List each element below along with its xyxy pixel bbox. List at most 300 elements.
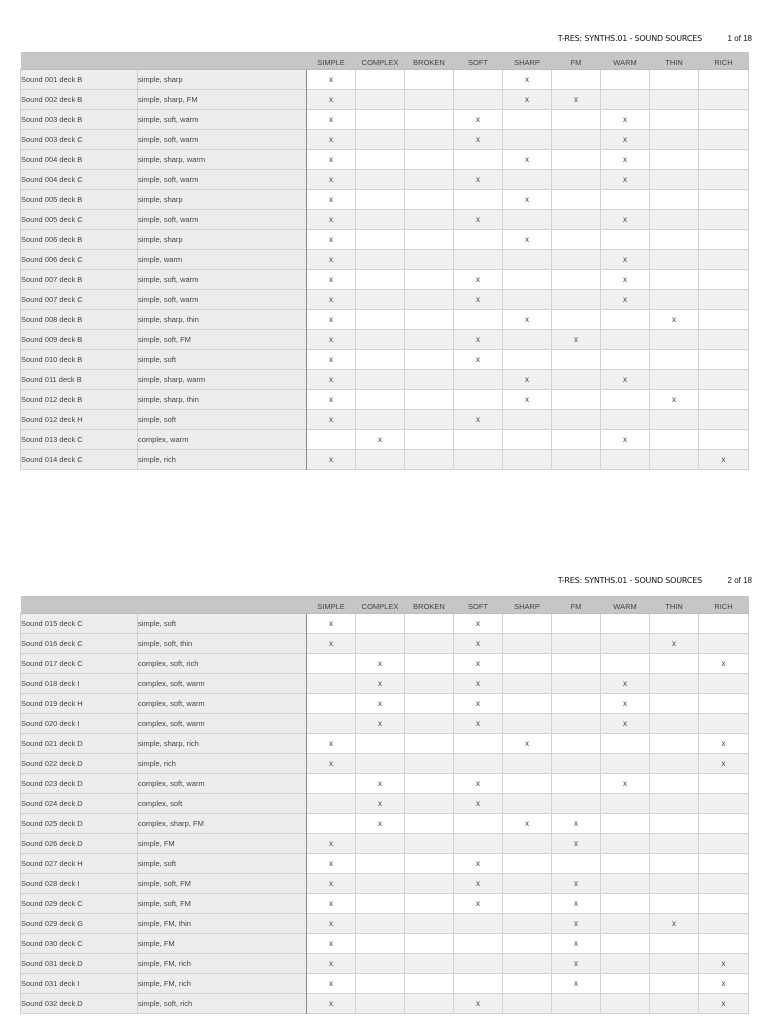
mark-cell-soft <box>454 389 503 409</box>
mark-cell-thin <box>650 409 699 429</box>
mark-cell-soft <box>454 69 503 89</box>
mark-cell-fm <box>552 389 601 409</box>
sound-description: simple, soft, rich <box>138 993 307 1013</box>
mark-cell-simple: x <box>307 249 356 269</box>
mark-cell-broken <box>405 933 454 953</box>
sound-name: Sound 014 deck C <box>21 449 138 469</box>
mark-cell-soft <box>454 309 503 329</box>
sound-description: complex, soft, rich <box>138 653 307 673</box>
mark-cell-sharp <box>503 409 552 429</box>
mark-cell-simple: x <box>307 69 356 89</box>
mark-cell-rich <box>699 189 749 209</box>
sound-description: simple, sharp <box>138 189 307 209</box>
mark-cell-warm: x <box>601 673 650 693</box>
page-number: 2 of 18 <box>727 575 752 585</box>
mark-cell-fm <box>552 289 601 309</box>
mark-cell-sharp <box>503 613 552 633</box>
mark-cell-broken <box>405 149 454 169</box>
mark-cell-fm <box>552 249 601 269</box>
mark-cell-fm <box>552 69 601 89</box>
sound-name: Sound 017 deck C <box>21 653 138 673</box>
mark-cell-broken <box>405 349 454 369</box>
sound-name: Sound 028 deck I <box>21 873 138 893</box>
mark-cell-soft: x <box>454 209 503 229</box>
mark-cell-simple: x <box>307 309 356 329</box>
mark-cell-fm <box>552 793 601 813</box>
mark-cell-broken <box>405 633 454 653</box>
mark-cell-rich <box>699 369 749 389</box>
mark-cell-fm <box>552 189 601 209</box>
mark-cell-sharp <box>503 993 552 1013</box>
sound-description: complex, soft, warm <box>138 693 307 713</box>
mark-cell-complex <box>356 249 405 269</box>
mark-cell-simple: x <box>307 289 356 309</box>
mark-cell-warm: x <box>601 429 650 449</box>
mark-cell-broken <box>405 973 454 993</box>
mark-cell-simple: x <box>307 833 356 853</box>
mark-cell-fm: x <box>552 973 601 993</box>
sound-description: simple, sharp <box>138 69 307 89</box>
mark-cell-thin <box>650 169 699 189</box>
mark-cell-sharp: x <box>503 69 552 89</box>
sound-name: Sound 001 deck B <box>21 69 138 89</box>
mark-cell-complex <box>356 753 405 773</box>
mark-cell-sharp: x <box>503 149 552 169</box>
mark-cell-rich <box>699 389 749 409</box>
table-row <box>21 149 749 169</box>
mark-cell-fm <box>552 109 601 129</box>
table-row <box>21 189 749 209</box>
page-header <box>332 573 752 587</box>
mark-cell-warm <box>601 793 650 813</box>
mark-cell-sharp: x <box>503 813 552 833</box>
mark-cell-soft: x <box>454 169 503 189</box>
mark-cell-soft: x <box>454 993 503 1013</box>
sound-description: simple, warm <box>138 249 307 269</box>
mark-cell-complex: x <box>356 429 405 449</box>
mark-cell-broken <box>405 673 454 693</box>
sound-description: simple, soft <box>138 349 307 369</box>
mark-cell-broken <box>405 289 454 309</box>
mark-cell-rich <box>699 793 749 813</box>
mark-cell-soft <box>454 249 503 269</box>
mark-cell-soft: x <box>454 713 503 733</box>
mark-cell-soft: x <box>454 109 503 129</box>
mark-cell-complex <box>356 913 405 933</box>
mark-cell-complex <box>356 833 405 853</box>
column-header-rich: RICH <box>699 52 749 69</box>
column-header-warm: WARM <box>601 596 650 613</box>
sound-description: simple, rich <box>138 753 307 773</box>
mark-cell-warm <box>601 853 650 873</box>
column-header-sharp: SHARP <box>503 596 552 613</box>
sound-name: Sound 011 deck B <box>21 369 138 389</box>
mark-cell-warm: x <box>601 249 650 269</box>
mark-cell-soft <box>454 429 503 449</box>
mark-cell-soft: x <box>454 853 503 873</box>
column-header-fm: FM <box>552 596 601 613</box>
table-row <box>21 833 749 853</box>
table-row <box>21 633 749 653</box>
mark-cell-fm <box>552 209 601 229</box>
mark-cell-thin <box>650 993 699 1013</box>
column-header-simple: SIMPLE <box>307 52 356 69</box>
mark-cell-rich <box>699 613 749 633</box>
mark-cell-rich <box>699 933 749 953</box>
header-blank-name <box>21 596 138 613</box>
mark-cell-thin <box>650 129 699 149</box>
mark-cell-warm <box>601 913 650 933</box>
table-row <box>21 309 749 329</box>
sound-name: Sound 003 deck B <box>21 109 138 129</box>
mark-cell-broken <box>405 449 454 469</box>
mark-cell-rich <box>699 873 749 893</box>
mark-cell-thin <box>650 209 699 229</box>
column-header-simple: SIMPLE <box>307 596 356 613</box>
sound-name: Sound 012 deck H <box>21 409 138 429</box>
mark-cell-rich <box>699 853 749 873</box>
mark-cell-warm <box>601 349 650 369</box>
column-header-sharp: SHARP <box>503 52 552 69</box>
mark-cell-thin <box>650 873 699 893</box>
sound-description: simple, sharp, warm <box>138 369 307 389</box>
mark-cell-thin <box>650 349 699 369</box>
column-header-warm: WARM <box>601 52 650 69</box>
mark-cell-rich <box>699 429 749 449</box>
mark-cell-thin <box>650 733 699 753</box>
mark-cell-broken <box>405 753 454 773</box>
mark-cell-rich <box>699 109 749 129</box>
mark-cell-warm: x <box>601 713 650 733</box>
mark-cell-fm: x <box>552 89 601 109</box>
mark-cell-complex <box>356 309 405 329</box>
mark-cell-broken <box>405 429 454 449</box>
mark-cell-complex <box>356 69 405 89</box>
mark-cell-complex: x <box>356 813 405 833</box>
mark-cell-sharp <box>503 429 552 449</box>
mark-cell-soft: x <box>454 893 503 913</box>
mark-cell-fm <box>552 229 601 249</box>
sound-description: simple, FM <box>138 833 307 853</box>
mark-cell-rich <box>699 349 749 369</box>
header-blank-desc <box>138 596 307 613</box>
mark-cell-simple <box>307 693 356 713</box>
mark-cell-broken <box>405 69 454 89</box>
sound-description: simple, sharp, rich <box>138 733 307 753</box>
table-row <box>21 853 749 873</box>
sound-description: simple, FM, thin <box>138 913 307 933</box>
mark-cell-thin: x <box>650 389 699 409</box>
mark-cell-broken <box>405 913 454 933</box>
table-row <box>21 69 749 89</box>
mark-cell-warm <box>601 893 650 913</box>
mark-cell-warm: x <box>601 289 650 309</box>
mark-cell-rich: x <box>699 973 749 993</box>
sound-name: Sound 021 deck D <box>21 733 138 753</box>
mark-cell-warm: x <box>601 369 650 389</box>
mark-cell-broken <box>405 853 454 873</box>
mark-cell-simple: x <box>307 449 356 469</box>
mark-cell-soft: x <box>454 773 503 793</box>
mark-cell-fm <box>552 449 601 469</box>
mark-cell-warm <box>601 753 650 773</box>
mark-cell-sharp <box>503 653 552 673</box>
mark-cell-warm <box>601 69 650 89</box>
mark-cell-simple: x <box>307 229 356 249</box>
mark-cell-warm: x <box>601 209 650 229</box>
table-row <box>21 713 749 733</box>
mark-cell-complex <box>356 389 405 409</box>
mark-cell-rich <box>699 129 749 149</box>
mark-cell-rich <box>699 693 749 713</box>
mark-cell-complex <box>356 169 405 189</box>
table-row <box>21 449 749 469</box>
mark-cell-complex <box>356 873 405 893</box>
mark-cell-soft: x <box>454 349 503 369</box>
mark-cell-thin <box>650 673 699 693</box>
table-row <box>21 773 749 793</box>
mark-cell-complex <box>356 973 405 993</box>
sound-name: Sound 029 deck G <box>21 913 138 933</box>
mark-cell-complex <box>356 933 405 953</box>
mark-cell-broken <box>405 409 454 429</box>
mark-cell-rich <box>699 813 749 833</box>
mark-cell-simple: x <box>307 933 356 953</box>
mark-cell-fm: x <box>552 953 601 973</box>
mark-cell-soft <box>454 89 503 109</box>
mark-cell-broken <box>405 733 454 753</box>
mark-cell-soft <box>454 753 503 773</box>
mark-cell-broken <box>405 89 454 109</box>
mark-cell-rich <box>699 773 749 793</box>
mark-cell-rich <box>699 149 749 169</box>
mark-cell-fm: x <box>552 813 601 833</box>
mark-cell-simple: x <box>307 369 356 389</box>
mark-cell-soft <box>454 913 503 933</box>
column-header-complex: COMPLEX <box>356 52 405 69</box>
header-blank-desc <box>138 52 307 69</box>
table-row <box>21 733 749 753</box>
mark-cell-simple: x <box>307 149 356 169</box>
mark-cell-thin <box>650 89 699 109</box>
mark-cell-soft <box>454 449 503 469</box>
sound-description: simple, sharp, thin <box>138 389 307 409</box>
sound-name: Sound 031 deck I <box>21 973 138 993</box>
mark-cell-sharp <box>503 633 552 653</box>
mark-cell-complex <box>356 129 405 149</box>
mark-cell-sharp <box>503 693 552 713</box>
sound-description: complex, soft, warm <box>138 713 307 733</box>
sound-sources-table <box>20 596 749 1014</box>
mark-cell-soft: x <box>454 693 503 713</box>
sound-name: Sound 004 deck B <box>21 149 138 169</box>
table-row <box>21 913 749 933</box>
mark-cell-broken <box>405 893 454 913</box>
mark-cell-complex: x <box>356 693 405 713</box>
mark-cell-thin: x <box>650 309 699 329</box>
column-header-thin: THIN <box>650 596 699 613</box>
mark-cell-fm <box>552 613 601 633</box>
mark-cell-soft: x <box>454 653 503 673</box>
mark-cell-warm <box>601 633 650 653</box>
mark-cell-warm: x <box>601 269 650 289</box>
sound-description: simple, rich <box>138 449 307 469</box>
mark-cell-thin <box>650 329 699 349</box>
mark-cell-fm <box>552 169 601 189</box>
mark-cell-warm <box>601 813 650 833</box>
mark-cell-thin <box>650 773 699 793</box>
mark-cell-rich <box>699 69 749 89</box>
sound-description: simple, soft, warm <box>138 169 307 189</box>
table-row <box>21 169 749 189</box>
mark-cell-soft: x <box>454 289 503 309</box>
sound-description: simple, soft, warm <box>138 269 307 289</box>
mark-cell-broken <box>405 229 454 249</box>
mark-cell-rich <box>699 409 749 429</box>
mark-cell-complex <box>356 329 405 349</box>
sound-name: Sound 022 deck D <box>21 753 138 773</box>
sound-description: complex, soft, warm <box>138 673 307 693</box>
mark-cell-simple <box>307 793 356 813</box>
sound-name: Sound 030 deck C <box>21 933 138 953</box>
mark-cell-broken <box>405 773 454 793</box>
mark-cell-thin <box>650 109 699 129</box>
mark-cell-complex <box>356 449 405 469</box>
mark-cell-warm: x <box>601 149 650 169</box>
sound-name: Sound 016 deck C <box>21 633 138 653</box>
mark-cell-complex <box>356 853 405 873</box>
mark-cell-sharp <box>503 913 552 933</box>
mark-cell-complex <box>356 229 405 249</box>
table-row <box>21 249 749 269</box>
table-row <box>21 289 749 309</box>
mark-cell-complex <box>356 149 405 169</box>
sound-description: simple, FM <box>138 933 307 953</box>
mark-cell-warm: x <box>601 693 650 713</box>
mark-cell-rich <box>699 89 749 109</box>
mark-cell-thin <box>650 713 699 733</box>
mark-cell-simple: x <box>307 109 356 129</box>
mark-cell-simple: x <box>307 129 356 149</box>
mark-cell-broken <box>405 209 454 229</box>
sound-description: simple, soft, warm <box>138 289 307 309</box>
mark-cell-complex <box>356 993 405 1013</box>
sound-description: simple, soft, FM <box>138 329 307 349</box>
mark-cell-thin <box>650 229 699 249</box>
mark-cell-thin <box>650 369 699 389</box>
mark-cell-complex: x <box>356 673 405 693</box>
mark-cell-fm: x <box>552 873 601 893</box>
mark-cell-rich: x <box>699 733 749 753</box>
mark-cell-fm <box>552 149 601 169</box>
mark-cell-soft <box>454 369 503 389</box>
sound-description: simple, FM, rich <box>138 953 307 973</box>
mark-cell-rich <box>699 209 749 229</box>
mark-cell-warm <box>601 89 650 109</box>
mark-cell-rich <box>699 329 749 349</box>
mark-cell-warm <box>601 873 650 893</box>
sound-name: Sound 024 deck D <box>21 793 138 813</box>
document-title: T-RES: SYNTHS.01 - SOUND SOURCES <box>557 575 702 585</box>
mark-cell-complex <box>356 613 405 633</box>
mark-cell-warm: x <box>601 773 650 793</box>
table-row <box>21 109 749 129</box>
mark-cell-sharp: x <box>503 733 552 753</box>
mark-cell-complex <box>356 633 405 653</box>
sound-description: complex, soft, warm <box>138 773 307 793</box>
mark-cell-sharp: x <box>503 369 552 389</box>
mark-cell-fm <box>552 853 601 873</box>
mark-cell-fm <box>552 653 601 673</box>
mark-cell-complex <box>356 89 405 109</box>
mark-cell-complex <box>356 109 405 129</box>
table-row <box>21 793 749 813</box>
sound-description: simple, sharp, FM <box>138 89 307 109</box>
mark-cell-simple: x <box>307 389 356 409</box>
mark-cell-simple: x <box>307 993 356 1013</box>
mark-cell-soft <box>454 973 503 993</box>
mark-cell-rich: x <box>699 953 749 973</box>
sound-description: simple, soft, FM <box>138 873 307 893</box>
mark-cell-simple: x <box>307 893 356 913</box>
mark-cell-soft <box>454 953 503 973</box>
column-header-fm: FM <box>552 52 601 69</box>
sound-name: Sound 007 deck C <box>21 289 138 309</box>
mark-cell-simple: x <box>307 349 356 369</box>
mark-cell-thin <box>650 813 699 833</box>
sound-name: Sound 008 deck B <box>21 309 138 329</box>
mark-cell-sharp <box>503 833 552 853</box>
mark-cell-sharp <box>503 129 552 149</box>
mark-cell-complex: x <box>356 653 405 673</box>
mark-cell-broken <box>405 813 454 833</box>
page-number: 1 of 18 <box>727 33 752 43</box>
mark-cell-thin <box>650 693 699 713</box>
sound-name: Sound 012 deck B <box>21 389 138 409</box>
mark-cell-fm <box>552 309 601 329</box>
mark-cell-fm <box>552 349 601 369</box>
mark-cell-sharp <box>503 209 552 229</box>
sound-description: simple, soft, warm <box>138 109 307 129</box>
sound-name: Sound 013 deck C <box>21 429 138 449</box>
sound-name: Sound 006 deck B <box>21 229 138 249</box>
mark-cell-sharp <box>503 269 552 289</box>
sound-description: simple, sharp, warm <box>138 149 307 169</box>
column-header-soft: SOFT <box>454 52 503 69</box>
mark-cell-thin <box>650 853 699 873</box>
mark-cell-broken <box>405 713 454 733</box>
mark-cell-simple: x <box>307 209 356 229</box>
mark-cell-broken <box>405 369 454 389</box>
mark-cell-rich: x <box>699 753 749 773</box>
sound-description: simple, soft, warm <box>138 129 307 149</box>
mark-cell-soft: x <box>454 793 503 813</box>
mark-cell-warm: x <box>601 129 650 149</box>
mark-cell-simple: x <box>307 169 356 189</box>
mark-cell-complex <box>356 349 405 369</box>
mark-cell-soft <box>454 833 503 853</box>
mark-cell-warm <box>601 613 650 633</box>
mark-cell-thin <box>650 833 699 853</box>
sound-description: simple, sharp <box>138 229 307 249</box>
mark-cell-simple: x <box>307 853 356 873</box>
mark-cell-soft: x <box>454 409 503 429</box>
mark-cell-warm <box>601 409 650 429</box>
mark-cell-rich: x <box>699 993 749 1013</box>
mark-cell-rich <box>699 249 749 269</box>
mark-cell-broken <box>405 189 454 209</box>
mark-cell-warm <box>601 329 650 349</box>
